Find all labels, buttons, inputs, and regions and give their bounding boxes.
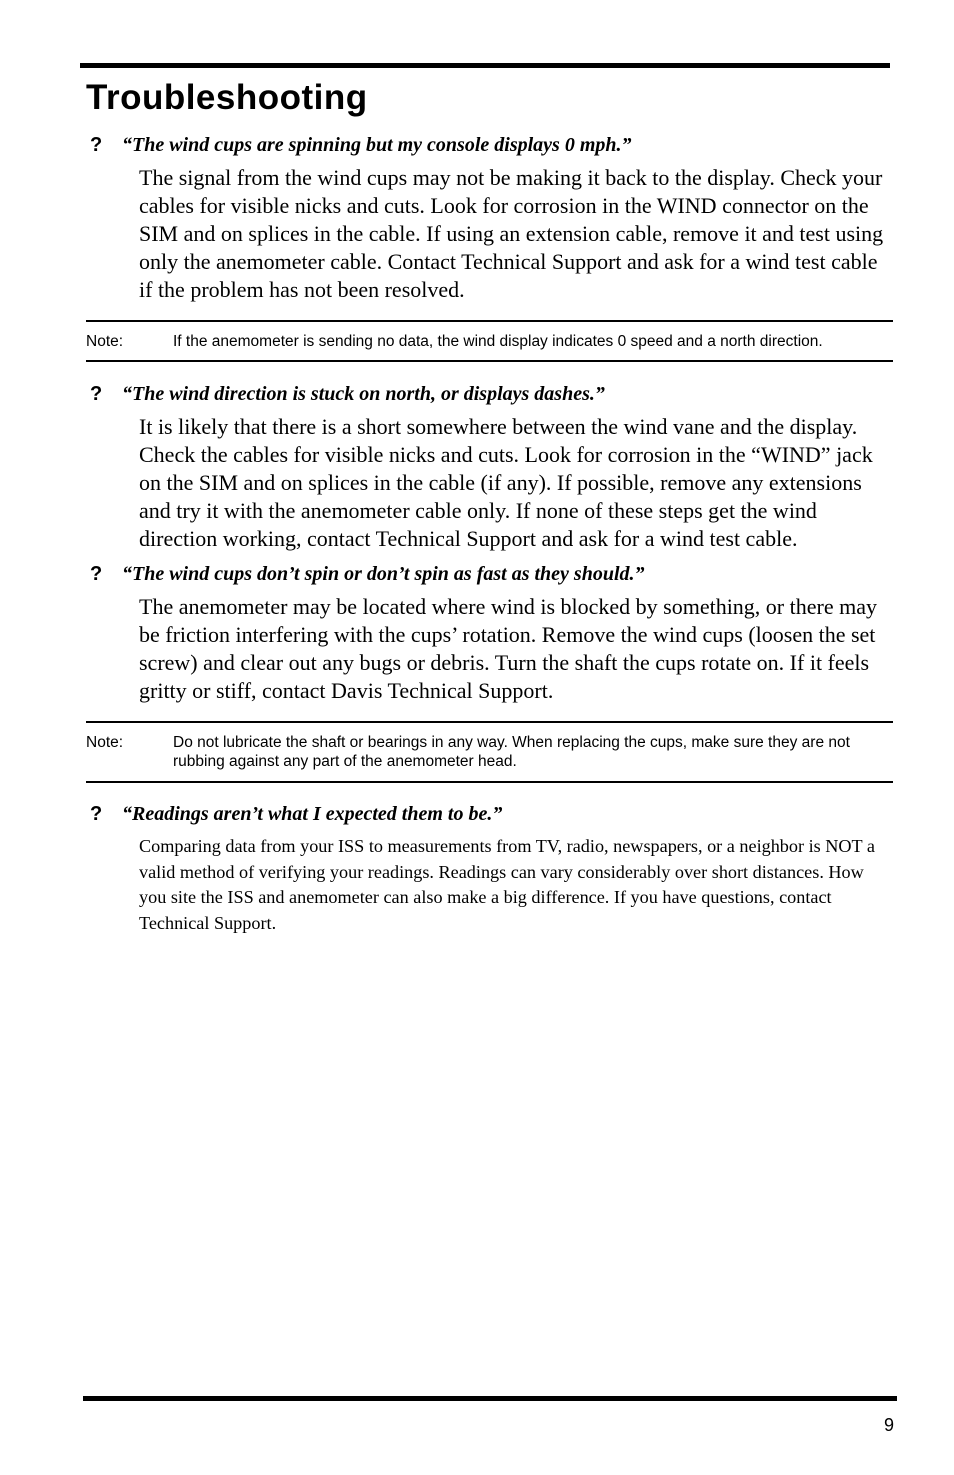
faq-question-row <box>86 562 896 586</box>
faq-question-row <box>86 133 896 157</box>
faq-answer: It is likely that there is a short somewhere between the wind vane and the display. Check the cables for visible nicks and cuts. Look for corrosion in the “WIND” jack on the SIM and on splices in the cable (if any). If possible, remove any extensions and try it with the anemometer cable only. If none of these steps get the wind direction working, contact Technical Support and ask for a wind test cable. <box>139 414 873 551</box>
faq-question: “The wind cups don’t spin or don’t spin as fast as they should.” <box>122 563 645 585</box>
faq-item <box>86 802 896 936</box>
note-text: If the anemometer is sending no data, the wind display indicates 0 speed and a north direction. <box>173 333 823 350</box>
top-rule <box>80 63 890 68</box>
faq-question-row <box>86 802 896 826</box>
note-box <box>86 320 893 362</box>
bottom-rule <box>83 1396 897 1401</box>
faq-question: “The wind direction is stuck on north, or displays dashes.” <box>122 383 605 405</box>
page-number: 9 <box>883 1415 894 1435</box>
note-label: Note: <box>86 333 124 350</box>
note-label: Note: <box>86 734 124 751</box>
faq-item <box>86 562 896 705</box>
faq-answer: Comparing data from your ISS to measurements from TV, radio, newspapers, or a neighbor is NOT a valid method of verifying your readings. Readings can vary considerably over short distances. How you site the ISS and anemometer can also make a big difference. If you have questions, contact Technical Support. <box>139 836 875 933</box>
question-mark-icon: ? <box>90 134 103 156</box>
faq-item <box>86 382 896 553</box>
question-mark-icon: ? <box>90 803 103 825</box>
note-text: Do not lubricate the shaft or bearings in any way. When replacing the cups, make sure they are not rubbing against any part of the anemometer head. <box>173 734 850 770</box>
faq-question: “Readings aren’t what I expected them to be.” <box>122 803 503 825</box>
faq-answer: The signal from the wind cups may not be making it back to the display. Check your cables for visible nicks and cuts. Look for corrosion in the WIND connector on the SIM and on splices in the cable. If using an extension cable, remove it and test using only the anemometer cable. Contact Technical Support and ask for a wind test cable if the problem has not been resolved. <box>139 165 884 302</box>
faq-answer: The anemometer may be located where wind is blocked by something, or there may be friction interfering with the cups’ rotation. Remove the wind cups (loosen the set screw) and clear out any bugs or debris. Turn the shaft the cups rotate on. If it feels gritty or stiff, contact Davis Technical Support. <box>139 594 877 703</box>
note-box <box>86 721 893 783</box>
faq-question-row <box>86 382 896 406</box>
page-title: Troubleshooting <box>86 78 368 117</box>
question-mark-icon: ? <box>90 563 103 585</box>
faq-question: “The wind cups are spinning but my console displays 0 mph.” <box>122 134 632 156</box>
faq-item <box>86 133 896 304</box>
question-mark-icon: ? <box>90 383 103 405</box>
